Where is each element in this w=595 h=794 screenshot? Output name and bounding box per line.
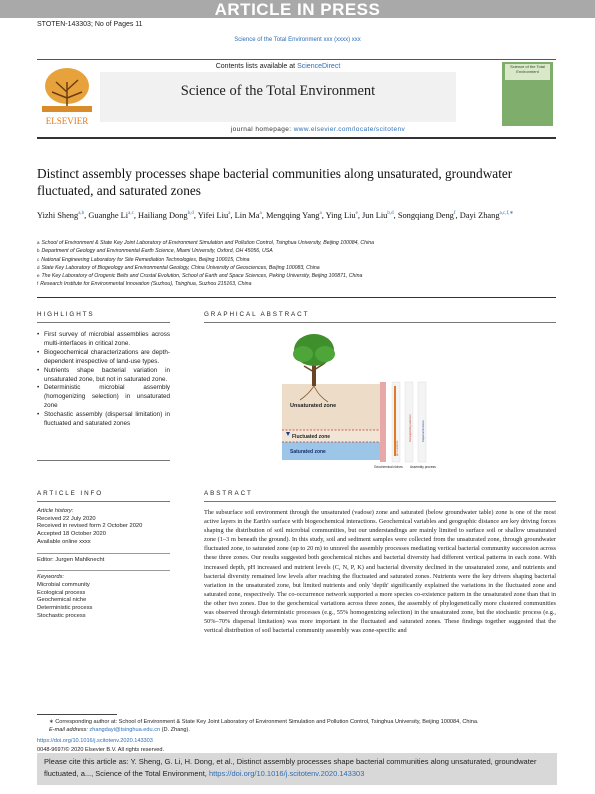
affiliation-item [37, 247, 557, 255]
contents-text: Contents lists available at [215, 63, 296, 70]
highlights-list [37, 331, 170, 429]
contents-line [100, 63, 456, 70]
manuscript-id: STOTEN-143303; No of Pages 11 [37, 21, 143, 28]
niches-caption: Geochemical niches [374, 465, 403, 469]
abstract-text: The subsurface soil environment through the unsaturated (vadose) zone and saturated (below groundwater table) zone is one of the most active layers in the Earth's surface with biogeochemical interactions. Geochemical variables and geographic distance are key driving forces shaping the distribution of soil microbial communities, but our understandings are mainly limited to surface soil or shallow unsaturated zone (1–3 m beneath the ground). In this study, soil and sediment samples were collected from the unsaturated zone, through groundwater fluctuated zone, to saturated zone (up to 20 m) to unravel the assembly processes mediating vertical bacterial community succession across these three zones. Our results suggested both geochemical niches and bacterial diversity had different vertical patterns in each zone. With increased depth, pH increased and nutrient levels (C, N, P, K) and bacterial diversity declined in the unsaturated zone, and nutrients and bacterial diversity remained low levels after reaching the fluctuated and saturated zones. Nutrients were the key drivers shaping bacterial variation in the unsaturated zone, but limited nutrients and only 'depth' significantly explained the variations in the fluctuated zone and saturated zone, respectively. The co-occurrence network supported a more species co-existence pattern in the unsaturated zone than that in the other two zones. Due to the geochemical variations across three zones, the assembly of phylogenetically more clustered communities was observed through deterministic processes (e.g., 55% homogenizing selection) in the unsaturated zone, but the stochastic process (e.g., 50%–70% dispersal limitation) was more important in the fluctuated and saturated zones. These findings together suggested that the vertical distribution of soil bacterial community assembly was zone-specific and [204, 509, 556, 635]
history-item: Accepted 18 October 2020 [37, 531, 106, 538]
affiliation-item [37, 256, 557, 264]
author-name[interactable]: Guanghe Li [88, 210, 129, 220]
footnote-rule [37, 714, 117, 715]
cite-doi-link[interactable]: https://doi.org/10.1016/j.scitotenv.2020.143303 [208, 769, 365, 778]
author-affiliation-mark[interactable]: a,c [128, 211, 134, 216]
highlight-item: • Stochastic assembly (dispersal limitation) in fluctuated and saturated zones [37, 411, 170, 429]
author-name[interactable]: Lin Ma [234, 210, 260, 220]
highlights-end-rule [37, 460, 170, 461]
affiliation-mark: d [37, 264, 40, 270]
author-affiliation-mark[interactable]: a [319, 211, 322, 216]
highlight-item: • First survey of microbial assemblies across multi-interfaces in critical zone. [37, 331, 170, 349]
affiliation-text: Department of Geology and Environmental Earth Science, Miami University, Oxford, OH 45056, USA [41, 248, 273, 255]
unsaturated-zone-label: Unsaturated zone [290, 403, 337, 409]
keyword-item[interactable]: Deterministic process [37, 605, 93, 612]
history-label: Article history: [37, 508, 74, 514]
email-link[interactable]: zhangdayi@tsinghua.edu.cn [89, 727, 161, 734]
author-affiliation-mark[interactable]: e [355, 211, 358, 216]
journal-title: Science of the Total Environment [180, 83, 376, 99]
author-affiliation-mark[interactable]: a,c,f,∗ [499, 211, 514, 216]
article-title: Distinct assembly processes shape bacterial communities along unsaturated, groundwater fluctuated, and saturated zones [37, 166, 513, 198]
homepage-link[interactable]: www.elsevier.com/locate/scitotenv [293, 126, 406, 133]
elsevier-wordmark: ELSEVIER [45, 116, 89, 126]
author-name[interactable]: Songqiang Deng [397, 210, 454, 220]
highlights-rule [37, 322, 170, 323]
corresponding-author-note: ∗ Corresponding author at: School of Environment & State Key Joint Laboratory of Environment Simulation and Pollution Control, Tsinghua University, Beijing 100084, China. [49, 719, 479, 725]
keywords-label: Keywords: [37, 574, 65, 581]
assembly-bar-text-1: Homogenizing selection [409, 414, 412, 442]
history-list [37, 516, 170, 547]
email-name: (D. Zhang). [161, 727, 190, 734]
history-item: Available online xxxx [37, 538, 91, 545]
doi-link[interactable]: https://doi.org/10.1016/j.scitotenv.2020.143303 [37, 738, 153, 745]
affiliation-text: School of Environment & State Key Joint Laboratory of Environment Simulation and Pollution Control, Tsinghua University, Beijing 100084, China [41, 240, 374, 246]
author-affiliation-mark[interactable]: a,b [78, 211, 85, 216]
affiliation-mark: c [37, 256, 40, 262]
saturated-zone-label: Saturated zone [290, 449, 326, 455]
author-name[interactable]: Mengqing Yang [265, 210, 320, 220]
niche-gradient-bar [380, 382, 386, 462]
assembly-bar-text-2: Dispersal limitation [422, 420, 425, 442]
keyword-item[interactable]: Microbial community [37, 581, 90, 588]
header-rule-top [37, 59, 556, 60]
elsevier-tree-logo [38, 62, 96, 128]
abstract-heading: ABSTRACT [204, 490, 253, 497]
author-list: Yizhi Sheng$^{a,b}$, Guanghe Li$^{a,c}$, Hailiang Dong$^{b,d}$, Yifei Liu$^a$, Lin Ma$^a$, Mengqing Yang$^a$, Ying Liu$^e$, Jun Liu$^{b,d}$, Songqiang Deng$^f$, Dayi Zhang$^{a,c,f,∗}$ [37, 210, 514, 220]
author-name[interactable]: Yizhi Sheng [37, 210, 79, 220]
author-name[interactable]: Dayi Zhang [459, 210, 500, 220]
affiliation-mark: f [37, 281, 39, 287]
keyword-item[interactable]: Stochastic process [37, 612, 86, 619]
footnotes [37, 718, 557, 754]
author-affiliation-mark[interactable]: b,d [387, 211, 394, 216]
history-item: Received in revised form 2 October 2020 [37, 523, 143, 530]
affiliation-item [37, 239, 557, 247]
keyword-item[interactable]: Ecological process [37, 589, 86, 596]
editor-line: Editor: Jurgen Mahlknecht [37, 556, 105, 563]
graphical-abstract-figure [270, 332, 440, 472]
affiliation-text: Research Institute for Environmental Innovation (Suzhou), Tsinghua, Suzhou 215163, China [40, 281, 252, 288]
keywords-list [37, 582, 170, 621]
affiliation-item [37, 272, 557, 280]
article-info-rule [37, 501, 170, 502]
abstract-rule [204, 501, 556, 502]
fluctuated-zone-label: Fluctuated zone [292, 434, 331, 440]
highlight-item: • Biogeochemical characterizations are depth-dependent irrespective of land-use types. [37, 349, 170, 367]
journal-homepage [100, 126, 536, 133]
article-in-press-label: ARTICLE IN PRESS [214, 0, 381, 19]
affiliation-list [37, 239, 557, 289]
affiliation-item [37, 264, 557, 272]
journal-cover-title: Science of the Total Environment [505, 64, 550, 80]
assembly-caption: Assembly process [410, 465, 436, 469]
affiliation-text: National Engineering Laboratory for Site Remediation Technologies, Beijing 100015, China [41, 256, 250, 263]
email-note [37, 726, 557, 734]
author-name[interactable]: Hailiang Dong [138, 210, 188, 220]
affiliation-mark: b [37, 248, 40, 254]
highlights-heading: HIGHLIGHTS [37, 311, 95, 318]
article-info [37, 508, 170, 620]
affiliation-item [37, 280, 557, 288]
graphical-abstract-heading: GRAPHICAL ABSTRACT [204, 311, 310, 318]
graphical-abstract-rule [204, 322, 556, 323]
author-name[interactable]: Ying Liu [325, 210, 356, 220]
author-affiliation-mark[interactable]: a [259, 211, 262, 216]
highlight-item: • Nutrients shape bacterial variation in unsaturated zone, but not in saturated zone. [37, 367, 170, 385]
copyright-line: 0048-9697/© 2020 Elsevier B.V. All rights reserved. [37, 746, 165, 753]
history-item: Received 22 July 2020 [37, 515, 96, 522]
homepage-label: journal homepage: [230, 126, 292, 133]
niche-bar-text: pH / nutrients [396, 440, 399, 456]
affiliation-text: The Key Laboratory of Orogenic Belts and Crustal Evolution, School of Earth and Space Sciences, Peking University, Beijing 100871, China [41, 273, 363, 280]
author-affiliation-mark[interactable]: a [228, 211, 231, 216]
keyword-item[interactable]: Geochemical niche [37, 597, 87, 604]
article-info-heading: ARTICLE INFO [37, 490, 104, 497]
affiliation-mark: e [37, 273, 40, 279]
email-label: E-mail address: [49, 727, 88, 734]
header-rule-bottom [37, 137, 556, 139]
affiliation-text: State Key Laboratory of Biogeology and Environmental Geology, China University of Geosciences, Beijing 100083, China [41, 264, 320, 271]
author-affiliation-mark[interactable]: f [453, 211, 456, 216]
cite-prefix: Please cite this article as: Y. Sheng, G. Li, H. Dong, et al., Distinct assembly processes shape bacterial communities along unsaturated, groundwater fluctuated, a..., Science of the Total Environment, [44, 757, 537, 778]
author-name[interactable]: Jun Liu [362, 210, 388, 220]
journal-citation-line[interactable]: Science of the Total Environment xxx (xxxx) xxx [234, 37, 361, 43]
highlight-item: • Deterministic microbial assembly (homogenizing selection) in unsaturated zone [37, 384, 170, 411]
author-name[interactable]: Yifei Liu [197, 210, 229, 220]
cite-text [44, 756, 554, 780]
affiliation-rule [37, 297, 556, 298]
affiliation-mark: a [37, 240, 40, 245]
sciencedirect-link[interactable]: ScienceDirect [297, 63, 341, 70]
author-affiliation-mark[interactable]: b,d [187, 211, 194, 216]
